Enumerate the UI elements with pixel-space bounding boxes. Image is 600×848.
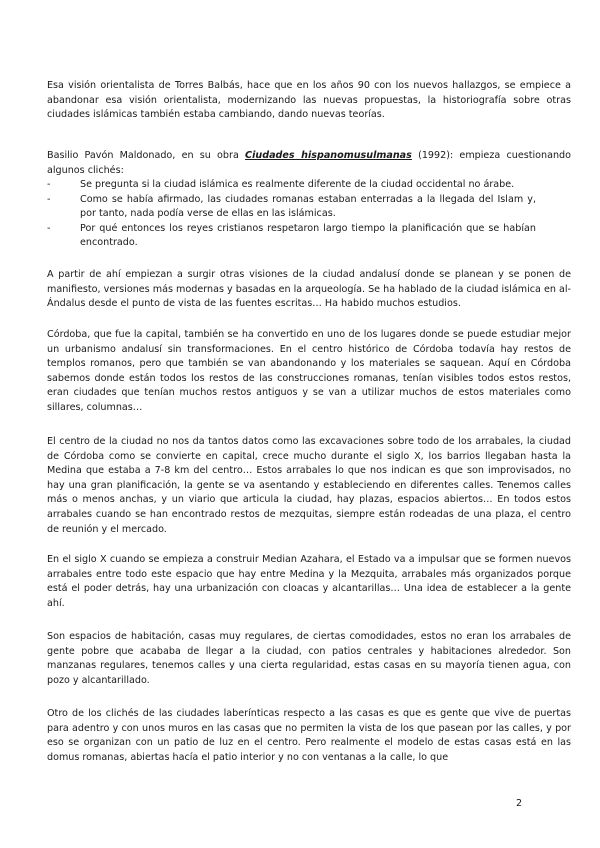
- paragraph-city-center: El centro de la ciudad no nos da tantos datos como las excavaciones sobre todo de los arrabales, la ciudad de Córdoba como se convierte en capital, crece mucho durante el siglo X, los barrios llegaban hasta la Medina que estaba a 7-8 km del centro… Estos arrabales lo que nos indican es que son improvisados, no hay una gran planificación, la gente se va asentando y estableciendo en diferentes calles. Tenemos calles más o menos anchas, y un viario que articula la ciudad, hay plazas, espacios abiertos… En todos estos arrabales cuando se han encontrado restos de mezquitas, siempre están rodeadas de una plaza, el centro de reunión y el mercado.: [47, 436, 571, 535]
- intro-text-pre: Basilio Pavón Maldonado, en su obra: [47, 150, 246, 161]
- paragraph-orientalist-vision: Esa visión orientalista de Torres Balbás, hace que en los años 90 con los nuevos hallazgos, se empiece a abandonar esa visión orientalista, modernizando las nuevas propuestas, la historiografía sobre otras ciudades islámicas también estaba cambiando, dando nuevas teorías.: [47, 80, 571, 121]
- intro-text-post: (1992): empieza cuestionando algunos clichés:: [47, 150, 572, 176]
- paragraph-living-spaces: Son espacios de habitación, casas muy regulares, de ciertas comodidades, estos no eran los arrabales de gente pobre que acababa de llegar a la ciudad, con patios centrales y habitaciones alrededor. Son manzanas regulares, tenemos calles y una cierta regularidad, estas casas en su mayoría tienen agua, con pozo y alcantarillado.: [47, 631, 571, 686]
- list-item: - Por qué entonces los reyes cristianos respetaron largo tiempo la planificación que se habían encontrado.: [47, 222, 536, 249]
- list-item: - Como se había afirmado, las ciudades romanas estaban enterradas a la llegada del Islam y, por tanto, nada podía verse de ellas en las islámicas.: [47, 193, 536, 220]
- cliches-list: [0, 178, 536, 251]
- bullet-dash: -: [47, 193, 51, 205]
- page-number: 2: [516, 798, 523, 809]
- paragraph-cordoba: Córdoba, que fue la capital, también se ha convertido en uno de los lugares donde se puede estudiar mejor un urbanismo andalusí sin transformaciones. En el centro histórico de Córdoba todavía hay restos de templos romanos, pero que también se van abandonando y los materiales se saquean. Aquí en Córdoba sabemos donde están todos los restos de las construcciones romanas, tenían visibles todos estos restos, eran ciudades que tenían muchos restos antiguos y se van a utilizar muchos de estos materiales como sillares, columnas…: [47, 329, 571, 413]
- paragraph-medina-azahara: En el siglo X cuando se empieza a construir Median Azahara, el Estado va a impulsar que se formen nuevos arrabales entre todo este espacio que hay entre Medina y la Mezquita, arrabales más organizados porque está el poder detrás, hay una urbanización con cloacas y alcantarillas… Una idea de establecer a la gente ahí.: [47, 554, 571, 609]
- paragraph-pavon-intro: [47, 149, 571, 178]
- bullet-dash: -: [47, 179, 51, 190]
- bullet-dash: -: [47, 222, 51, 234]
- book-title: Ciudades hispanomusulmanas: [245, 150, 412, 161]
- list-item: - Se pregunta si la ciudad islámica es realmente diferente de la ciudad occidental no árabe.: [47, 178, 536, 193]
- paragraph-pavon-maldonado: [47, 149, 571, 178]
- paragraph-new-visions: A partir de ahí empiezan a surgir otras visiones de la ciudad andalusí donde se planean y se ponen de manifiesto, versiones más modernas y basadas en la arqueología. Se ha hablado de la ciudad islámica en al-Ándalus desde el punto de vista de las fuentes escritas… Ha habido muchos estudios.: [47, 269, 571, 310]
- paragraph-labyrinth-cliches: Otro de los clichés de las ciudades laberínticas respecto a las casas es que es gente que vive de puertas para adentro y con unos muros en las casas que no permiten la vista de los que pasean por las calles, y por eso se organizan con un patio de luz en el centro. Pero realmente el modelo de estas casas está en las domus romanas, abiertas hacía el patio interior y no con ventanas a la calle, lo que: [47, 708, 571, 763]
